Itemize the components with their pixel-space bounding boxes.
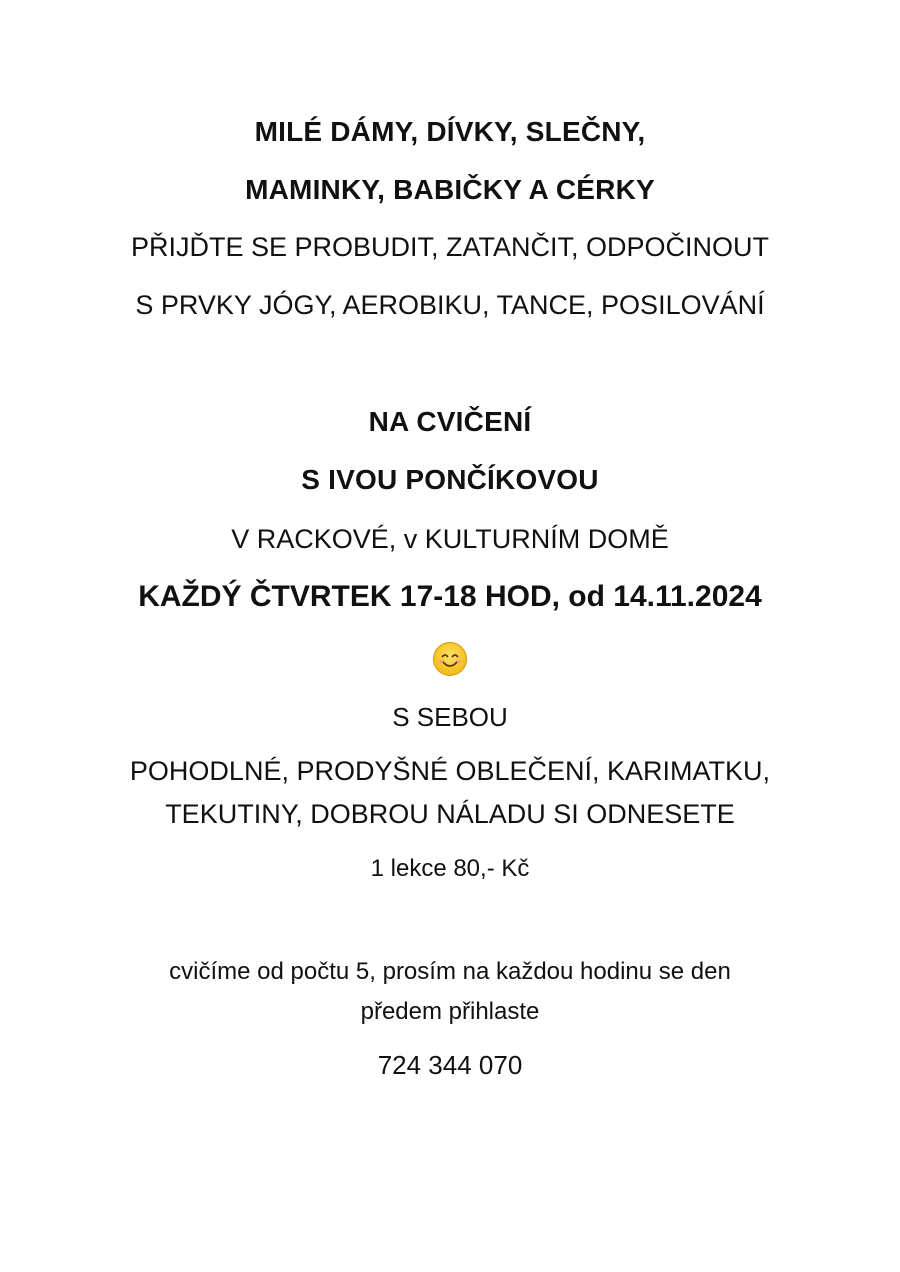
event-title-2: S IVOU PONČÍKOVOU bbox=[301, 464, 599, 495]
price: 1 lekce 80,- Kč bbox=[370, 855, 530, 882]
heading-line-1: MILÉ DÁMY, DÍVKY, SLEČNY, bbox=[254, 116, 646, 147]
event-schedule: KAŽDÝ ČTVRTEK 17-18 HOD, od 14.11.2024 bbox=[138, 580, 762, 613]
note-line-2: předem přihlaste bbox=[360, 998, 540, 1025]
intro-line-2: S PRVKY JÓGY, AEROBIKU, TANCE, POSILOVÁNÍ bbox=[135, 290, 765, 320]
bring-line-2: TEKUTINY, DOBROU NÁLADU SI ODNESETE bbox=[165, 799, 735, 829]
intro-line-1: PŘIJĎTE SE PROBUDIT, ZATANČIT, ODPOČINOUT bbox=[130, 232, 770, 262]
heading-line-2: MAMINKY, BABIČKY A CÉRKY bbox=[245, 174, 655, 205]
note-line-1: cvičíme od počtu 5, prosím na každou hodinu se den bbox=[169, 958, 731, 985]
smiling-face-icon bbox=[432, 641, 468, 677]
bring-line-1: POHODLNÉ, PRODYŠNÉ OBLEČENÍ, KARIMATKU, bbox=[129, 756, 771, 786]
event-title-1: NA CVIČENÍ bbox=[368, 406, 532, 437]
event-place: V RACKOVÉ, v KULTURNÍM DOMĚ bbox=[231, 524, 669, 554]
bring-heading: S SEBOU bbox=[392, 702, 508, 732]
phone-number: 724 344 070 bbox=[377, 1050, 523, 1080]
